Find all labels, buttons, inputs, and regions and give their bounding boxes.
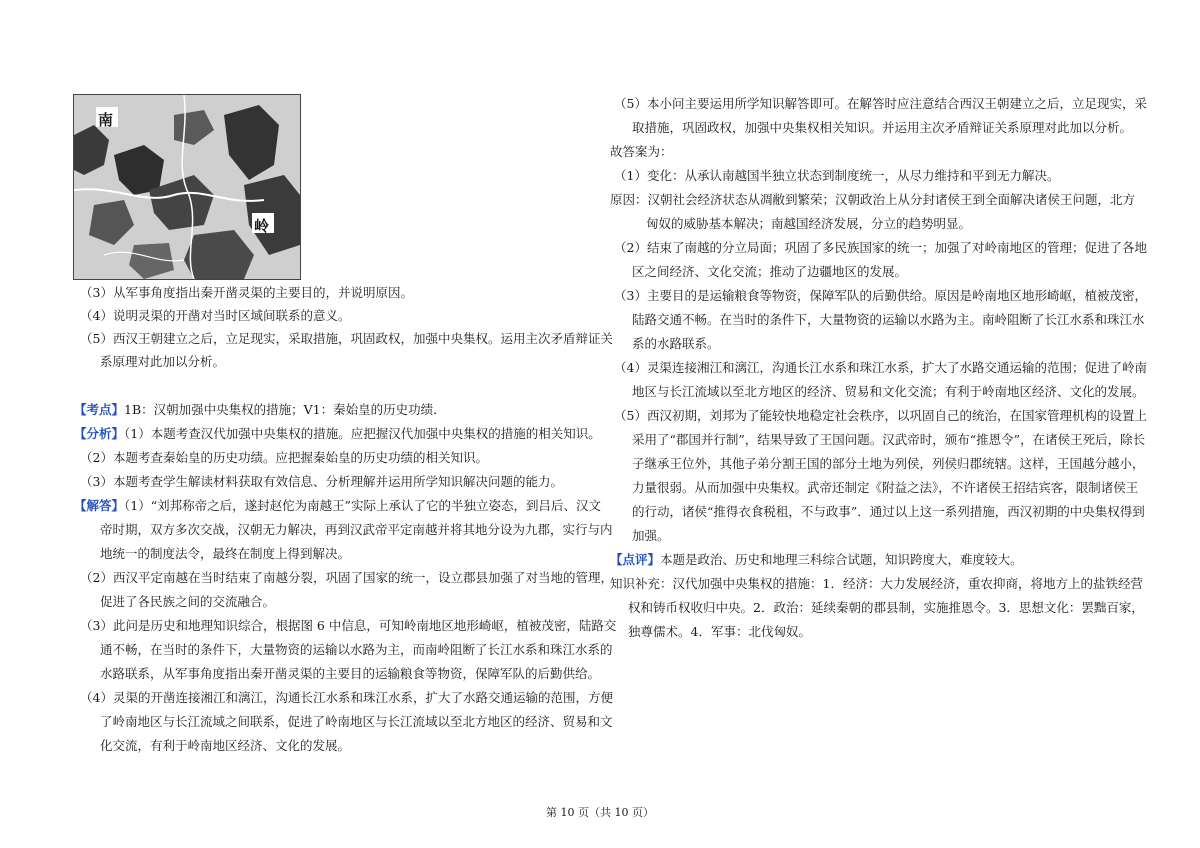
answer-1-reason-line-2: 匈奴的威胁基本解决；南越国经济发展，分立的趋势明显。 bbox=[646, 216, 972, 231]
answer-5-line-4: 力量很弱。从而加强中央集权。武帝还制定《附益之法》，不许诸侯王招结宾客，限制诸侯王 bbox=[632, 480, 1139, 495]
buchong-line-2: 权和铸币权收归中央。2．政治：延续秦朝的郡县制，实施推恩令。3．思想文化：罢黜百家， bbox=[628, 600, 1144, 615]
jieda-3-line-2: 通不畅，在当时的条件下，大量物资的运输以水路为主，而南岭阻断了长江水系和珠江水系的 bbox=[100, 642, 613, 657]
dianping-text: 本题是政治、历史和地理三科综合试题，知识跨度大，难度较大。 bbox=[660, 552, 1023, 567]
dianping-row bbox=[610, 552, 1023, 568]
fenxi-text-2: （2）本题考查秦始皇的历史功绩。应把握秦始皇的历史功绩的相关知识。 bbox=[80, 450, 488, 465]
answer-intro: 故答案为： bbox=[610, 144, 673, 159]
map-label-ling: 岭 bbox=[254, 217, 270, 235]
dianping-tag: 【点评】 bbox=[610, 552, 661, 567]
jieda-3-line-3: 水路联系，从军事角度指出秦开凿灵渠的主要目的运输粮食等物资，保障军队的后勤供给。 bbox=[100, 666, 601, 681]
jieda-4-line-1: （4）灵渠的开凿连接湘江和漓江，沟通长江水系和珠江水系，扩大了水路交通运输的范围，方便 bbox=[80, 690, 613, 705]
jieda-4-line-2: 了岭南地区与长江流域之间联系，促进了岭南地区与长江流域以至北方地区的经济、贸易和文 bbox=[100, 714, 613, 729]
question-5-line-2: 系原理对此加以分析。 bbox=[100, 354, 226, 369]
terrain-map-figure bbox=[73, 94, 301, 280]
jieda-4-line-3: 化交流，有利于岭南地区经济、文化的发展。 bbox=[100, 738, 351, 753]
fenxi-row bbox=[74, 426, 601, 442]
answer-3-line-1: （3）主要目的是运输粮食等物资，保障军队的后勤供给。原因是岭南地区地形崎岖，植被茂密， bbox=[614, 288, 1147, 303]
answer-4-line-2: 地区与长江流域以至北方地区的经济、贸易和文化交流；有利于岭南地区经济、文化的发展。 bbox=[632, 384, 1145, 399]
jieda-3-line-1: （3）此问是历史和地理知识综合，根据图 6 中信息，可知岭南地区地形崎岖，植被茂密，陆路交 bbox=[80, 618, 617, 633]
fenxi-text-1: （1）本题考查汉代加强中央集权的措施。应把握汉代加强中央集权的措施的相关知识。 bbox=[124, 426, 601, 441]
map-label-nan: 南 bbox=[98, 111, 114, 129]
kaodian-tag: 【考点】 bbox=[74, 402, 125, 417]
answer-5-line-3: 子继承王位外，其他子弟分割王国的部分土地为列侯，列侯归郡统辖。这样，王国越分越小， bbox=[632, 456, 1145, 471]
r5-line-1: （5）本小问主要运用所学知识解答即可。在解答时应注意结合西汉王朝建立之后，立足现实，采 bbox=[614, 96, 1147, 111]
answer-1-reason-line-1: 原因：汉朝社会经济状态从凋敝到繁荣；汉朝政治上从分封诸侯王到全面解决诸侯王问题，北方 bbox=[610, 192, 1136, 207]
buchong-line-1: 知识补充：汉代加强中央集权的措施：1．经济：大力发展经济，重农抑商，将地方上的盐铁经营 bbox=[610, 576, 1143, 591]
fenxi-tag: 【分析】 bbox=[74, 426, 125, 441]
answer-2-line-1: （2）结束了南越的分立局面；巩固了多民族国家的统一；加强了对岭南地区的管理；促进了各地 bbox=[614, 240, 1147, 255]
fenxi-text-3: （3）本题考查学生解读材料获取有效信息、分析理解并运用所学知识解决问题的能力。 bbox=[80, 474, 563, 489]
page-footer: 第 10 页（共 10 页） bbox=[546, 806, 654, 819]
answer-1: （1）变化：从承认南越国半独立状态到制度统一，从尽力维持和平到无力解决。 bbox=[614, 168, 1060, 183]
answer-5-line-1: （5）西汉初期，刘邦为了能较快地稳定社会秩序，以巩固自己的统治，在国家管理机构的设置上 bbox=[614, 408, 1147, 423]
answer-4-line-1: （4）灵渠连接湘江和漓江，沟通长江水系和珠江水系，扩大了水路交通运输的范围；促进了岭南 bbox=[614, 360, 1147, 375]
question-5-line-1: （5）西汉王朝建立之后，立足现实，采取措施，巩固政权，加强中央集权。运用主次矛盾辩证关 bbox=[80, 331, 613, 346]
answer-3-line-2: 陆路交通不畅。在当时的条件下，大量物资的运输以水路为主。南岭阻断了长江水系和珠江水 bbox=[632, 312, 1145, 327]
answer-5-line-2: 采用了“郡国并行制”，结果导致了王国问题。汉武帝时，颁布“推恩令”，在诸侯王死后，除长 bbox=[632, 432, 1146, 447]
kaodian-row bbox=[74, 402, 446, 418]
jieda-2-line-2: 促进了各民族之间的交流融合。 bbox=[100, 594, 276, 609]
jieda-2-line-1: （2）西汉平定南越在当时结束了南越分裂，巩固了国家的统一，设立郡县加强了对当地的管理， bbox=[80, 570, 613, 585]
buchong-line-3: 独尊儒术。4．军事：北伐匈奴。 bbox=[628, 624, 811, 639]
answer-5-line-6: 加强。 bbox=[632, 528, 670, 543]
kaodian-text: 1B：汉朝加强中央集权的措施；V1：秦始皇的历史功绩． bbox=[124, 402, 446, 417]
jieda-tag: 【解答】 bbox=[74, 498, 125, 513]
jieda-1-line-3: 地统一的制度法令，最终在制度上得到解决。 bbox=[100, 546, 351, 561]
jieda-1-line-1: （1）“刘邦称帝之后，遂封赵佗为南越王”实际上承认了它的半独立姿态，到吕后、汉文 bbox=[124, 498, 602, 513]
jieda-1-line-2: 帝时期，双方多次交战，汉朝无力解决，再到汉武帝平定南越并将其地分设为九郡，实行与内 bbox=[100, 522, 613, 537]
answer-5-line-5: 的行动，诸侯“推得衣食税租，不与政事”．通过以上这一系列措施，西汉初期的中央集权得到 bbox=[632, 504, 1145, 519]
question-4: （4）说明灵渠的开凿对当时区域间联系的意义。 bbox=[80, 308, 351, 323]
answer-3-line-3: 系的水路联系。 bbox=[632, 336, 720, 351]
r5-line-2: 取措施，巩固政权，加强中央集权相关知识。并运用主次矛盾辩证关系原理对此加以分析。 bbox=[632, 120, 1133, 135]
question-3: （3）从军事角度指出秦开凿灵渠的主要目的，并说明原因。 bbox=[80, 285, 413, 300]
answer-2-line-2: 区之间经济、文化交流；推动了边疆地区的发展。 bbox=[632, 264, 908, 279]
jieda-row bbox=[74, 498, 601, 514]
